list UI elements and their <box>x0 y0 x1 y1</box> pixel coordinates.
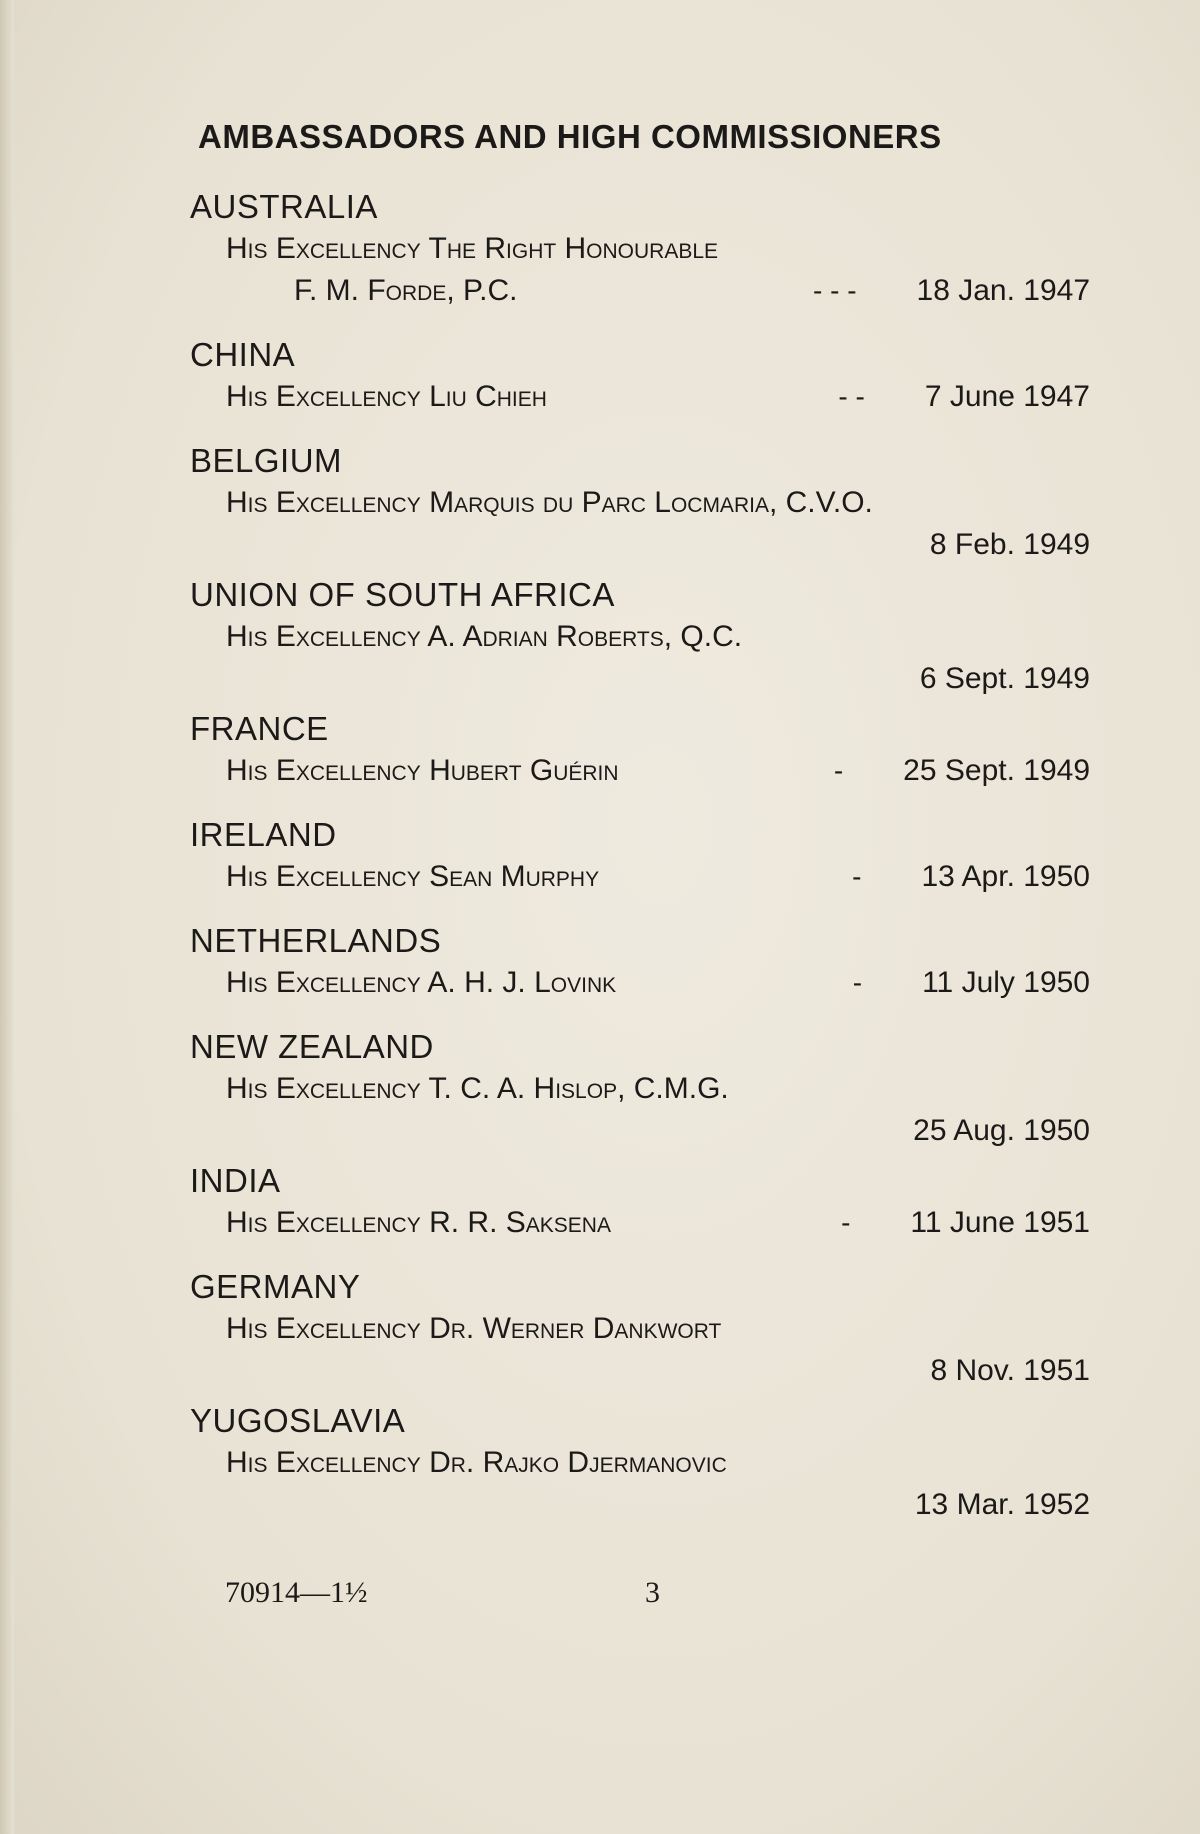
ambassador-name: His Excellency Dr. Rajko Djermanovic <box>226 1446 727 1479</box>
entry-ireland <box>190 814 1090 898</box>
ambassador-name: His Excellency T. C. A. Hislop, C.M.G. <box>226 1072 729 1105</box>
ambassador-name: F. M. Forde, P.C. <box>294 274 518 307</box>
appointment-date: 11 June 1951 <box>910 1206 1090 1239</box>
ambassador-name: His Excellency Liu Chieh <box>226 380 547 413</box>
appointment-date: 25 Sept. 1949 <box>903 754 1090 787</box>
appointment-date: 7 June 1947 <box>924 380 1090 413</box>
document-body <box>190 118 1090 1534</box>
entry-germany <box>190 1266 1090 1392</box>
entry-row <box>190 750 1090 792</box>
country-name: FRANCE <box>190 710 329 747</box>
appointment-date: 6 Sept. 1949 <box>919 662 1090 695</box>
ambassador-name: His Excellency Dr. Werner Dankwort <box>226 1312 722 1345</box>
leader-dashes: - <box>852 967 863 998</box>
page-number: 3 <box>645 1576 660 1609</box>
entry-australia <box>190 186 1090 312</box>
entry-netherlands <box>190 920 1090 1004</box>
country-name: CHINA <box>190 336 296 373</box>
ambassador-name: His Excellency R. R. Saksena <box>226 1206 611 1239</box>
entry-row <box>190 270 1090 312</box>
appointment-date: 8 Nov. 1951 <box>930 1354 1090 1387</box>
entry-row <box>190 856 1090 898</box>
leader-dashes: - - - <box>812 275 857 306</box>
appointment-date: 11 July 1950 <box>922 966 1090 999</box>
country-name: INDIA <box>190 1162 281 1199</box>
page-heading: AMBASSADORS AND HIGH COMMISSIONERS <box>198 118 942 155</box>
entry-row <box>190 1202 1090 1244</box>
entry-yugoslavia <box>190 1400 1090 1526</box>
ambassador-name: His Excellency A. Adrian Roberts, Q.C. <box>226 620 743 653</box>
country-name: YUGOSLAVIA <box>190 1402 406 1439</box>
entry-new-zealand <box>190 1026 1090 1152</box>
entry-south-africa <box>190 574 1090 700</box>
country-name: GERMANY <box>190 1268 361 1305</box>
print-reference: 70914—1½ <box>225 1576 368 1609</box>
leader-dashes: - <box>841 1207 851 1238</box>
appointment-date: 8 Feb. 1949 <box>929 528 1090 561</box>
appointment-date: 13 Apr. 1950 <box>921 860 1090 893</box>
entry-row <box>190 962 1090 1004</box>
entry-belgium <box>190 440 1090 566</box>
appointment-date: 18 Jan. 1947 <box>916 274 1090 307</box>
page-spine-shadow <box>0 0 14 1834</box>
country-name: AUSTRALIA <box>190 188 378 225</box>
ambassador-name: His Excellency A. H. J. Lovink <box>226 966 617 999</box>
entry-row <box>190 376 1090 418</box>
entry-china <box>190 334 1090 418</box>
appointment-date: 13 Mar. 1952 <box>914 1488 1090 1521</box>
country-name: IRELAND <box>190 816 337 853</box>
entry-france <box>190 708 1090 792</box>
appointment-date: 25 Aug. 1950 <box>913 1114 1090 1147</box>
ambassador-name: His Excellency Sean Murphy <box>226 860 600 893</box>
entry-india <box>190 1160 1090 1244</box>
ambassador-name: His Excellency Hubert Guérin <box>226 754 619 787</box>
country-name: NETHERLANDS <box>190 922 442 959</box>
leader-dashes: - - <box>838 381 865 412</box>
country-name: BELGIUM <box>190 442 343 479</box>
leader-dashes: - <box>852 861 862 892</box>
ambassador-name: His Excellency Marquis du Parc Locmaria, C.V.O. <box>226 486 873 519</box>
country-name: UNION OF SOUTH AFRICA <box>190 576 615 613</box>
leader-dashes: - <box>833 755 844 786</box>
country-name: NEW ZEALAND <box>190 1028 434 1065</box>
ambassador-title: His Excellency The Right Honourable <box>226 232 719 265</box>
